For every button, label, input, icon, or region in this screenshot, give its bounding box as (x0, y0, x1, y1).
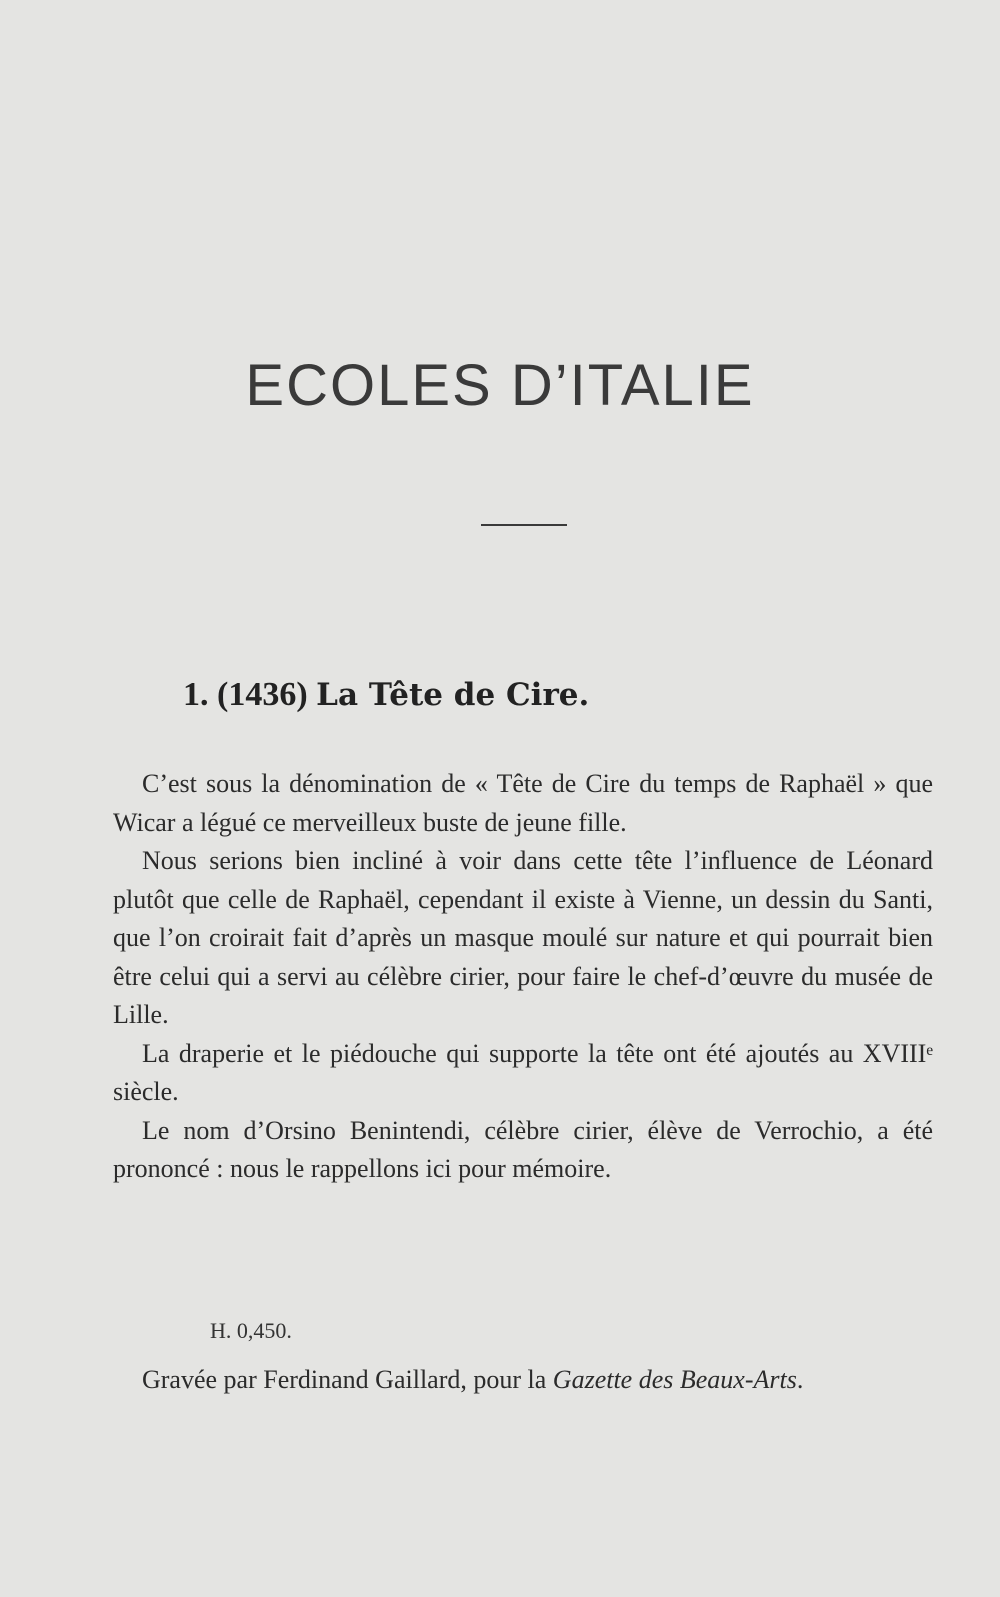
engraving-note (113, 1361, 933, 1400)
publication-title: Gazette des Beaux-Arts (552, 1365, 797, 1394)
paragraph: Le nom d’Orsino Benintendi, célèbre cirier, élève de Verrochio, a été prononcé : nous le rappellons ici pour mémoire. (113, 1115, 933, 1183)
entry-body (113, 765, 933, 1189)
entry-inventory: (1436) (217, 676, 308, 713)
paragraph: La draperie et le piédouche qui supporte la tête ont été ajoutés au XVIIIᵉ siècle. (113, 1038, 933, 1106)
title-rule (481, 524, 567, 526)
entry-number: 1. (183, 676, 209, 713)
section-title: ECOLES D’ITALIE (245, 353, 755, 418)
entry-title: La Tête de Cire. (316, 677, 590, 713)
paragraph: Nous serions bien incliné à voir dans cette tête l’influence de Léonard plutôt que celle de Raphaël, cependant il existe à Vienne, un dessin du Santi, que l’on croirait fait d’après un masque moulé sur nature et qui pourrait bien être celui qui a servi au célèbre cirier, pour faire le chef-d’œuvre du musée de Lille. (113, 846, 933, 1029)
engraving-text: Gravée par Ferdinand Gaillard, pour la (142, 1365, 547, 1394)
measurement: H. 0,450. (210, 1318, 292, 1343)
engraving-end: . (796, 1365, 804, 1394)
paragraph: C’est sous la dénomination de « Tête de Cire du temps de Raphaël » que Wicar a légué ce merveilleux buste de jeune fille. (113, 769, 933, 837)
entry-heading (183, 676, 589, 714)
